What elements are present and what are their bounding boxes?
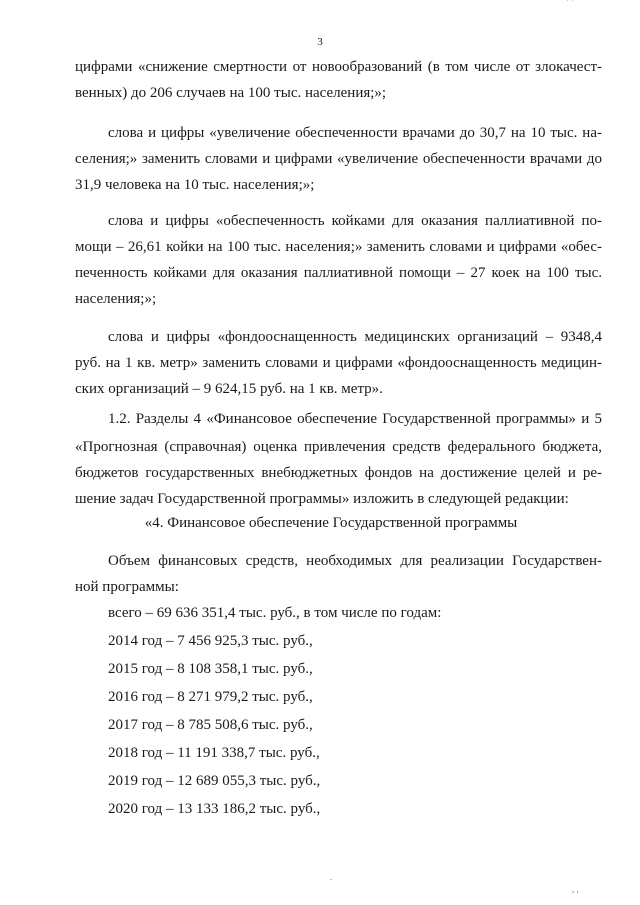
year-line: 2019 год – 12 689 055,3 тыс. руб.,	[108, 773, 321, 789]
text-line: ских организаций – 9 624,15 руб. на 1 кв. метр».	[75, 381, 383, 397]
year-line: 2015 год – 8 108 358,1 тыс. руб.,	[108, 661, 313, 677]
page-number: 3	[317, 36, 323, 48]
text-line: слова и цифры «обеспеченность койками для оказания паллиативной по-	[108, 213, 602, 229]
text-line: 31,9 человека на 10 тыс. населения;»;	[75, 177, 315, 193]
text-line: шение задач Государственной программы» изложить в следующей редакции:	[75, 491, 569, 507]
text-line: всего – 69 636 351,4 тыс. руб., в том числе по годам:	[108, 605, 442, 621]
section-heading: «4. Финансовое обеспечение Государственной программы	[144, 515, 518, 531]
text-line: руб. на 1 кв. метр» заменить словами и цифрами «фондооснащенность медицин-	[75, 355, 602, 371]
year-line: 2016 год – 8 271 979,2 тыс. руб.,	[108, 689, 313, 705]
text-line: Объем финансовых средств, необходимых для реализации Государствен-	[108, 553, 602, 569]
scan-mark: .	[330, 872, 333, 882]
text-line: слова и цифры «увеличение обеспеченности врачами до 30,7 на 10 тыс. на-	[108, 125, 602, 141]
text-line: цифрами «снижение смертности от новообразований (в том числе от злокачест-	[75, 59, 602, 75]
text-line: бюджетов государственных внебюджетных фондов на достижение целей и ре-	[75, 465, 602, 481]
text-line: 1.2. Разделы 4 «Финансовое обеспечение Государственной программы» и 5	[108, 411, 602, 427]
text-line: венных) до 206 случаев на 100 тыс. населения;»;	[75, 85, 387, 101]
text-line: мощи – 26,61 койки на 100 тыс. населения;» заменить словами и цифрами «обес-	[75, 239, 602, 255]
text-line: слова и цифры «фондооснащенность медицинских организаций – 9348,4	[108, 329, 602, 345]
text-line: печенность койками для оказания паллиативной помощи – 27 коек на 100 тыс.	[75, 265, 602, 281]
scan-mark: ˙ ˙	[566, 0, 575, 8]
year-line: 2020 год – 13 133 186,2 тыс. руб.,	[108, 801, 321, 817]
text-line: ной программы:	[75, 579, 179, 595]
year-line: 2018 год – 11 191 338,7 тыс. руб.,	[108, 745, 320, 761]
text-line: селения;» заменить словами и цифрами «увеличение обеспеченности врачами до	[75, 151, 602, 167]
year-line: 2017 год – 8 785 508,6 тыс. руб.,	[108, 717, 313, 733]
year-line: 2014 год – 7 456 925,3 тыс. руб.,	[108, 633, 313, 649]
text-line: «Прогнозная (справочная) оценка привлечения средств федерального бюджета,	[75, 439, 602, 455]
scan-mark: , ,	[572, 884, 579, 894]
text-line: населения;»;	[75, 291, 157, 307]
